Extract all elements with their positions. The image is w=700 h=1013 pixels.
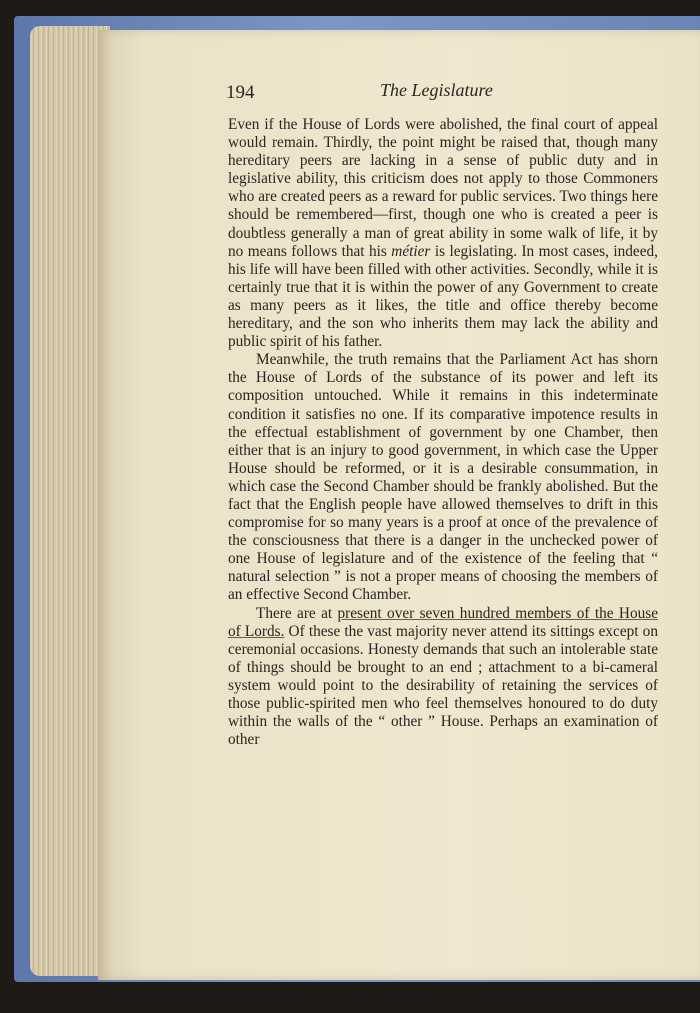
paragraph-1-part-2: is legislating. In most cases, indeed, his life will have been filled with other activities. Secondly, while it is certainly true that it is within the power of any Government to create as many peers as it likes, the title and office thereby become hereditary, and the son who inherits them may lack the ability and public spirit of his father.	[228, 242, 658, 351]
paragraph-3-part-2: Of these the vast majority never attend its sittings except on ceremonial occasions. Honesty demands that such an intolerable state of things should be brought to an end ; attachment to a bi-cameral system would point to the desirability of retaining the services of those public-spirited men who feel themselves honoured to do duty within the walls of the “ other ” House. Perhaps an examination of other	[228, 622, 658, 749]
body-text	[228, 116, 658, 749]
paragraph-1-part-1: Even if the House of Lords were abolished, the final court of appeal would remain. Thirdly, the point might be raised that, though many hereditary peers are lacking in a sense of public duty and in legislative ability, this criticism does not apply to those Commoners who are created peers as a reward for public services. Two things here should be remembered—first, though one who is created a peer is doubtless generally a man of great ability in some walk of life, it by no means follows that his	[228, 116, 658, 260]
paragraph-3-part-1: There are at	[256, 604, 338, 622]
paragraph-2: Meanwhile, the truth remains that the Parliament Act has shorn the House of Lords of the substance of its power and left its composition untouched. While it remains in this indeterminate condition it satisfies no one. If its comparative impotence results in the effectual establishment of government by one Chamber, then either that is an injury to good government, in which case the Upper House should be reformed, or it is a desirable consummation, in which case the Second Chamber should be frankly abolished. But the fact that the English people have allowed themselves to drift in this compromise for so many years is a proof at once of the prevalence of the consciousness that there is a danger in the unchecked power of one House of legislature and of the existence of the feeling that “ natural selection ” is not a proper means of choosing the members of an effective Second Chamber.	[228, 351, 658, 604]
running-title: The Legislature	[380, 80, 493, 100]
paragraph-1	[228, 116, 658, 351]
page-number: 194	[226, 82, 255, 103]
underlined-passage: present over seven hundred members of the House of Lords.	[228, 604, 658, 640]
italic-term: métier	[391, 242, 431, 260]
page-header	[226, 80, 676, 106]
paragraph-3	[228, 605, 658, 750]
